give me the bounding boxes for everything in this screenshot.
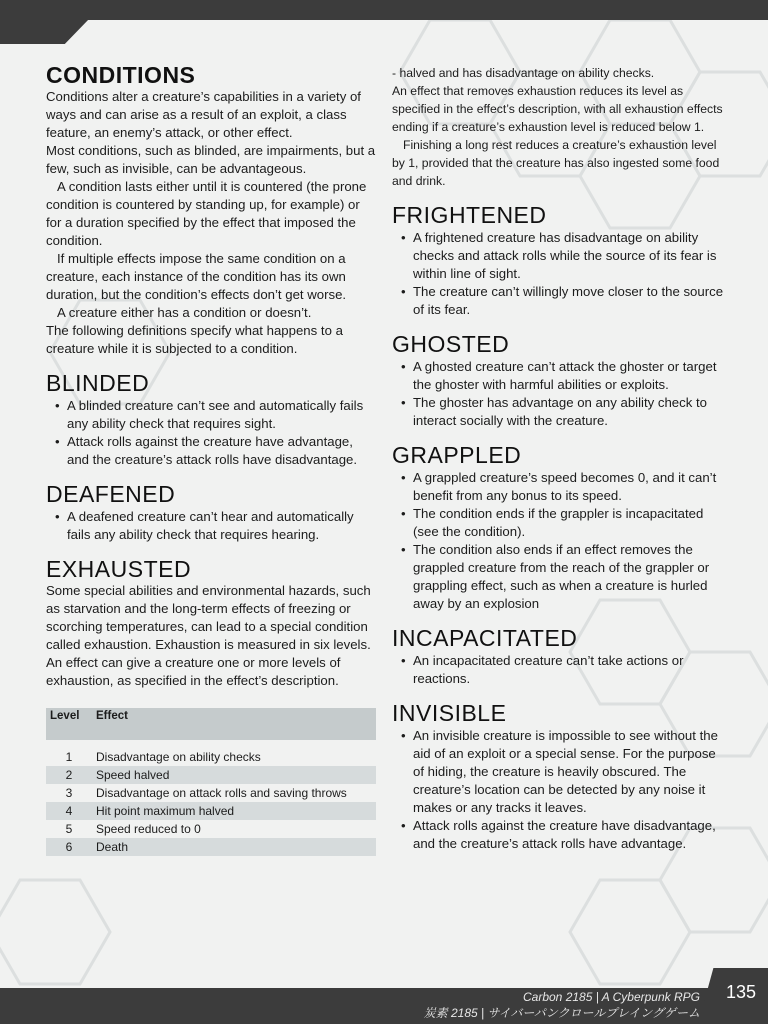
conditions-intro-5: A creature either has a condition or doesn’t.	[57, 305, 312, 320]
level-cell: 3	[65, 786, 73, 800]
list-item: • A blinded creature can’t see and automatically fails any ability check that requires sight.	[67, 397, 378, 433]
table-header-row	[46, 708, 376, 740]
frightened-heading: FRIGHTENED	[392, 202, 547, 228]
exhausted-cont-1: - halved and has disadvantage on ability checks.	[392, 66, 655, 80]
effect-cell: Death	[92, 838, 376, 856]
exhausted-continued	[392, 64, 728, 190]
footer-title	[424, 989, 700, 1021]
list-item: • An incapacitated creature can’t take actions or reactions.	[413, 652, 728, 688]
deafened-heading: DEAFENED	[46, 481, 176, 507]
table-row	[46, 802, 376, 820]
list-item: • A frightened creature has disadvantage on ability checks and attack rolls while the source of its fear is within line of sight.	[413, 229, 728, 283]
invisible-heading: INVISIBLE	[392, 700, 507, 726]
list-item: • A grappled creature’s speed becomes 0, and it can’t benefit from any bonus to its speed.	[413, 469, 728, 505]
table-row	[46, 820, 376, 838]
left-column	[46, 62, 378, 856]
table-row	[46, 766, 376, 784]
table-row	[46, 748, 376, 766]
level-cell: 5	[65, 822, 73, 836]
grappled-list	[392, 469, 728, 613]
table-row	[46, 838, 376, 856]
footer-line-1: Carbon 2185 | A Cyberpunk RPG	[523, 990, 700, 1004]
effect-cell: Speed halved	[92, 766, 376, 784]
blinded-list	[46, 397, 378, 469]
conditions-intro-4: If multiple effects impose the same condition on a creature, each instance of the condition has its own duration, but the condition’s effects don’t get worse.	[46, 251, 347, 302]
level-cell: 4	[46, 802, 92, 820]
list-item: • The condition ends if the grappler is incapacitated (see the condition).	[413, 505, 728, 541]
deafened-list	[46, 508, 378, 544]
effect-cell: Disadvantage on ability checks	[96, 750, 261, 764]
table-row	[46, 784, 376, 802]
effect-column-header: Effect	[92, 708, 376, 740]
incapacitated-list	[392, 652, 728, 688]
list-item: • A ghosted creature can’t attack the ghoster or target the ghoster with harmful abilities or exploits.	[413, 358, 728, 394]
footer-line-2: 炭素 2185 | サイバーパンクロールプレイングゲーム	[423, 1006, 700, 1020]
list-item: • Attack rolls against the creature have disadvantage, and the creature’s attack rolls have advantage.	[413, 817, 728, 853]
right-column	[392, 64, 728, 853]
ghosted-list	[392, 358, 728, 430]
effect-cell: Disadvantage on attack rolls and saving throws	[96, 786, 347, 800]
list-item: • The condition also ends if an effect removes the grappled creature from the reach of the grappler or grappling effect, such as when a creature is hurled away by an explosion	[413, 541, 728, 613]
grappled-heading: GRAPPLED	[392, 442, 522, 468]
ghosted-heading: GHOSTED	[392, 331, 510, 357]
blinded-heading: BLINDED	[46, 370, 150, 396]
effect-cell: Speed reduced to 0	[96, 822, 201, 836]
exhausted-heading: EXHAUSTED	[46, 556, 192, 582]
list-item: • The ghoster has advantage on any ability check to interact socially with the creature.	[413, 394, 728, 430]
conditions-heading: CONDITIONS	[46, 62, 196, 88]
effect-cell: Hit point maximum halved	[92, 802, 376, 820]
exhaustion-table	[46, 708, 376, 856]
conditions-intro-6: The following definitions specify what happens to a creature while it is subjected to a condition.	[46, 323, 343, 356]
list-item: • The creature can’t willingly move closer to the source of its fear.	[413, 283, 728, 319]
incapacitated-heading: INCAPACITATED	[392, 625, 578, 651]
exhausted-cont-2: An effect that removes exhaustion reduces its level as specified in the effect’s description, with all exhaustion effects ending if a creature’s exhaustion level is reduced below 1.	[392, 84, 723, 134]
list-item: • Attack rolls against the creature have advantage, and the creature’s attack rolls have disadvantage.	[67, 433, 378, 469]
level-column-header: Level	[46, 708, 92, 740]
list-item: • An invisible creature is impossible to see without the aid of an exploit or a special sense. For the purpose of hiding, the creature is heavily obscured. The creature’s location can be detected by any noise it makes or any tracks it leaves.	[413, 727, 728, 817]
exhausted-cont-3: Finishing a long rest reduces a creature’s exhaustion level by 1, provided that the creature has also ingested some food and drink.	[392, 138, 720, 188]
conditions-intro-1: Conditions alter a creature’s capabilities in a variety of ways and can arise as a result of an exploit, a class feature, an enemy’s attack, or other effect.	[46, 89, 361, 140]
level-cell: 2	[46, 766, 92, 784]
level-cell: 6	[46, 838, 92, 856]
top-bar	[0, 0, 768, 20]
list-item: • A deafened creature can’t hear and automatically fails any ability check that requires hearing.	[67, 508, 378, 544]
exhausted-body: Some special abilities and environmental hazards, such as starvation and the long-term effects of freezing or scorching temperatures, can lead to a special condition called exhaustion. Exhaustion is measured in six levels. An effect can give a creature one or more levels of exhaustion, as specified in the effect’s description.	[46, 583, 371, 688]
page-number: 135	[725, 982, 756, 1002]
conditions-intro-2: Most conditions, such as blinded, are impairments, but a few, such as invisible, can be advantageous.	[46, 143, 376, 176]
conditions-intro-3: A condition lasts either until it is countered (the prone condition is countered by standing up, for example) or for a duration specified by the effect that imposed the condition.	[46, 179, 367, 248]
invisible-list	[392, 727, 728, 853]
level-cell: 1	[65, 750, 73, 764]
frightened-list	[392, 229, 728, 319]
